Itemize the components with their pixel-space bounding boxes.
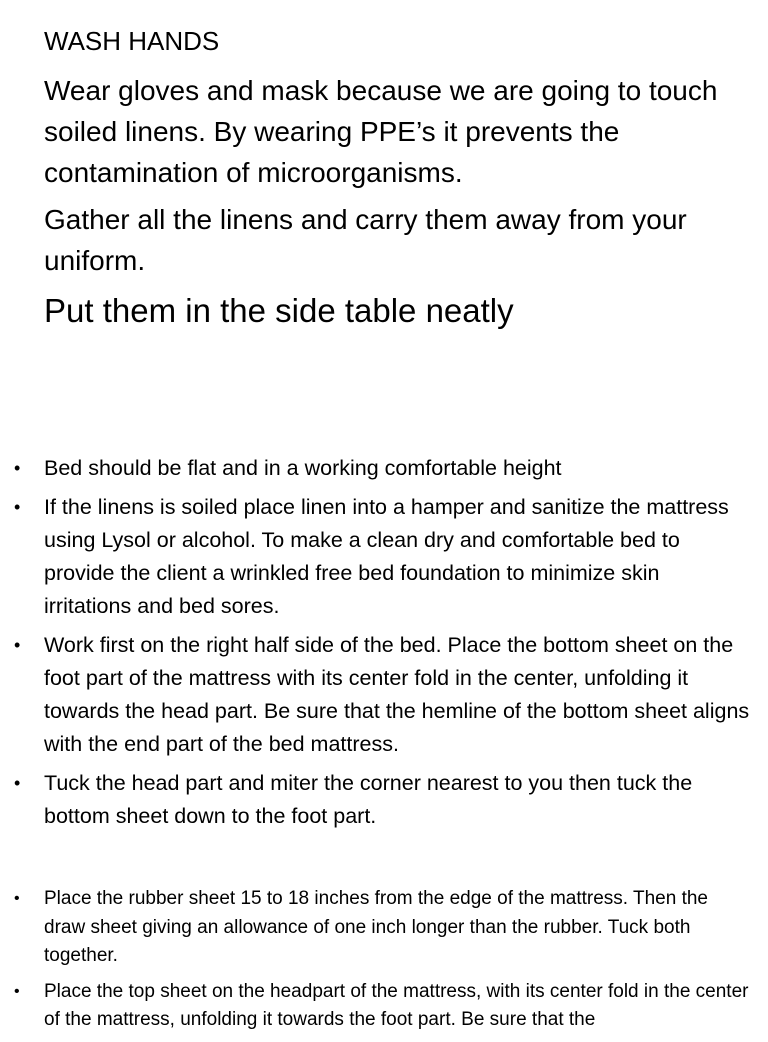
slide-bed-making-steps [0,440,768,1040]
wash-hands-heading: WASH HANDS [44,26,220,56]
list-item [0,767,768,833]
bullet-icon: • [14,982,20,1000]
gather-linens-paragraph: Gather all the linens and carry them away from your uniform. [44,204,687,276]
list-item [0,629,768,761]
list-item-text: Work first on the right half side of the bed. Place the bottom sheet on the foot part of the mattress with its center fold in the center, unfolding it towards the head part. Be sure that the hemline of the bottom sheet aligns with the end part of the bed mattress. [44,633,750,756]
list-item-text: Place the rubber sheet 15 to 18 inches from the edge of the mattress. Then the draw sheet giving an allowance of one inch longer than the rubber. Tuck both together. [44,888,708,966]
list-item-text: Bed should be flat and in a working comfortable height [44,456,562,480]
list-item [0,491,768,623]
gloves-mask-paragraph: Wear gloves and mask because we are going to touch soiled linens. By wearing PPE’s it prevents the contamination of microorganisms. [44,75,718,188]
list-item-text: Place the top sheet on the headpart of the mattress, with its center fold in the center of the mattress, unfolding it towards the foot part. Be sure that the [44,980,749,1030]
list-item-text: Tuck the head part and miter the corner nearest to you then tuck the bottom sheet down to the foot part. [44,771,693,828]
bullet-icon: • [14,635,21,655]
slide-preparation [0,0,768,384]
list-item [0,978,768,1035]
bullet-icon: • [14,497,21,517]
steps-list [0,452,768,839]
bullet-icon: • [14,890,20,907]
list-item-text: If the linens is soiled place linen into a hamper and sanitize the mattress using Lysol or alcohol. To make a clean dry and comfortable bed to provide the client a wrinkled free bed foundation to minimize skin irritations and bed sores. [44,495,729,618]
list-item [0,452,768,485]
list-item [0,885,768,971]
steps-list-continued [0,885,768,1042]
bullet-icon: • [14,773,21,793]
bullet-icon: • [14,458,21,478]
side-table-paragraph: Put them in the side table neatly [44,292,514,329]
